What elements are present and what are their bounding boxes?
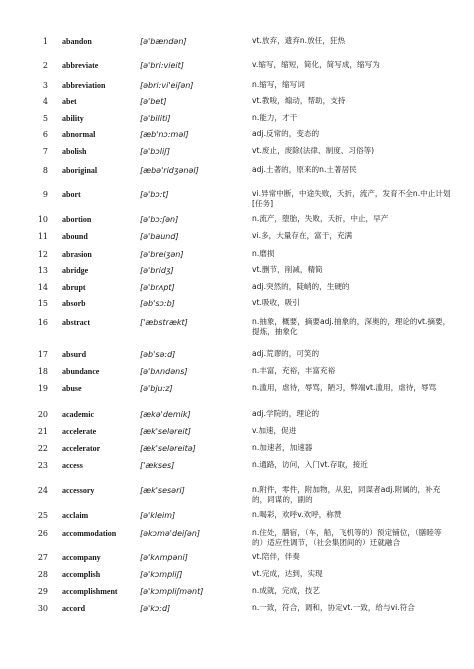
entry-word: abort [62, 190, 81, 199]
entry-definition: n.一致，符合，调和，协定vt.一致，给与vi.符合 [252, 603, 415, 612]
entry-definition: vt.删节，削减，精简 [252, 265, 323, 274]
entry-definition: vt.废止，废除(法律、制度、习俗等) [252, 146, 375, 155]
entry-phonetic: [æk'seləreit] [140, 427, 191, 436]
entry-number: 18 [37, 367, 48, 376]
entry-phonetic: [ə'bju:z] [140, 384, 173, 393]
entry-word: academic [62, 410, 94, 419]
entry-word: absurd [62, 350, 87, 359]
entry-word: ability [62, 114, 84, 123]
entry-word: abrasion [62, 250, 92, 259]
entry-word: abbreviate [62, 61, 99, 70]
entry-word: acclaim [62, 511, 89, 520]
entry-number: 25 [37, 511, 48, 520]
entry-definition: n.住处，膳宿，（车，船，飞机等的）预定铺位，（膳睦等的）适应性调节，（社会集团间的）迁就融合 [252, 528, 442, 547]
entry-definition: n.附件，零件，附加物，从犯，同谋者adj.附属的，补充的，同谋的，副的 [252, 485, 441, 504]
entry-word: abrupt [62, 283, 86, 292]
entry-definition: n.滥用，虐待，辱骂，陋习，弊端vt.滥用，虐待，辱骂 [252, 383, 437, 392]
entry-definition: n.加速者，加速器 [252, 443, 313, 452]
entry-phonetic: [ə'biliti] [140, 114, 171, 123]
entry-definition: adj.土著的，原来的n.土著居民 [252, 165, 357, 174]
entry-phonetic: [ə'baund] [140, 232, 179, 241]
entry-word: abolish [62, 147, 87, 156]
entry-phonetic: ['æbstrækt] [140, 318, 188, 327]
entry-word: accessory [62, 486, 95, 495]
entry-phonetic: [ə'bridʒ] [140, 266, 174, 275]
entry-phonetic: [əkɔmə'deiʃən] [140, 529, 201, 538]
entry-number: 6 [42, 130, 48, 139]
entry-word: abortion [62, 215, 92, 224]
entry-number: 17 [37, 350, 48, 359]
entry-definition: n.抽象，概要，摘要adj.抽象的，深奥的，理论的vt.摘要，提炼，抽象化 [252, 317, 451, 336]
entry-word: abnormal [62, 130, 96, 139]
entry-definition: n.磨损 [252, 249, 275, 258]
entry-definition: n.缩写，缩写词 [252, 80, 305, 89]
entry-definition: n.丰富，充裕，丰富充裕 [252, 366, 336, 375]
entry-definition: vt.吸收，吸引 [252, 298, 300, 307]
entry-word: abuse [62, 384, 82, 393]
entry-number: 22 [37, 444, 48, 453]
entry-word: abstract [62, 318, 90, 327]
entry-definition: v.缩写，缩短，简化，简写成，缩写为 [252, 60, 380, 69]
entry-number: 24 [37, 486, 48, 495]
entry-phonetic: [ə'kɔ:d] [140, 604, 171, 613]
entry-phonetic: [ə'bɔ:ʃən] [140, 215, 179, 224]
entry-phonetic: [ə'kʌmpəni] [140, 553, 188, 562]
entry-word: abound [62, 232, 88, 241]
entry-phonetic: [ə'breiʒən] [140, 250, 184, 259]
entry-definition: vt.完成，达到，实现 [252, 569, 323, 578]
entry-number: 14 [37, 283, 48, 292]
entry-phonetic: [æk'seləreitə] [140, 444, 196, 453]
entry-phonetic: [æb'nɔ:məl] [140, 130, 189, 139]
entry-number: 5 [42, 114, 48, 123]
entry-number: 29 [37, 587, 48, 596]
entry-phonetic: [ə'bʌndəns] [140, 367, 188, 376]
entry-phonetic: [ə'bɔliʃ] [140, 147, 170, 156]
entry-number: 30 [37, 604, 48, 613]
entry-phonetic: [ə'bri:vieit] [140, 61, 184, 70]
entry-definition: adj.荒谬的，可笑的 [252, 349, 320, 358]
entry-number: 8 [42, 166, 48, 175]
entry-number: 20 [37, 410, 48, 419]
entry-phonetic: [əb'sə:d] [140, 350, 176, 359]
entry-definition: vt.放弃，遗弃n.放任，狂热 [252, 36, 346, 45]
entry-word: accompany [62, 553, 101, 562]
entry-phonetic: [ə'bet] [140, 97, 167, 106]
entry-word: abridge [62, 266, 89, 275]
entry-word: accommodation [62, 529, 117, 538]
entry-definition: vi.异常中断，中途失败，夭折，流产，发育不全n.中止计划[任务] [252, 189, 451, 208]
entry-word: abet [62, 97, 77, 106]
entry-number: 2 [42, 61, 48, 70]
entry-definition: n.喝彩，欢呼v.欢呼，称赞 [252, 510, 342, 519]
entry-number: 11 [37, 232, 48, 241]
entry-number: 13 [37, 266, 48, 275]
entry-phonetic: [æk'sesəri] [140, 486, 185, 495]
entry-phonetic: [əb'sɔ:b] [140, 299, 175, 308]
entry-number: 23 [37, 461, 48, 470]
entry-definition: adj.学院的，理论的 [252, 409, 320, 418]
entry-definition: n.成就，完成，技艺 [252, 586, 320, 595]
entry-number: 1 [42, 37, 48, 46]
entry-number: 10 [37, 215, 48, 224]
entry-definition: adj.突然的，陡峭的，生硬的 [252, 282, 350, 291]
entry-word: accomplish [62, 570, 101, 579]
entry-phonetic: [ə'bændən] [140, 37, 187, 46]
entry-definition: vt.教唆，煽动，帮助，支持 [252, 96, 346, 105]
entry-definition: adj.反常的，变态的 [252, 129, 320, 138]
entry-definition: n.流产，堕胎，失败，夭折，中止，早产 [252, 214, 389, 223]
entry-number: 16 [37, 318, 48, 327]
entry-phonetic: [ə'kɔmpliʃ] [140, 570, 183, 579]
entry-word: abundance [62, 367, 100, 376]
entry-definition: n.通路，访问，入门vt.存取，接近 [252, 460, 368, 469]
entry-word: accomplishment [62, 587, 118, 596]
entry-number: 21 [37, 427, 48, 436]
entry-number: 7 [42, 147, 48, 156]
entry-word: abbreviation [62, 81, 106, 90]
entry-definition: v.加速，促进 [252, 426, 297, 435]
entry-definition: vt.陪伴，伴奏 [252, 552, 300, 561]
entry-word: abandon [62, 37, 92, 46]
entry-number: 4 [42, 97, 48, 106]
entry-phonetic: [ə'kleim] [140, 511, 176, 520]
entry-number: 9 [42, 190, 48, 199]
entry-definition: vi.多，大量存在，富于，充满 [252, 231, 353, 240]
entry-phonetic: [ə'brʌpt] [140, 283, 175, 292]
entry-number: 15 [37, 299, 48, 308]
entry-number: 12 [37, 250, 48, 259]
entry-phonetic: [əbri:vi'eiʃən] [140, 81, 194, 90]
entry-definition: n.能力，才干 [252, 113, 298, 122]
entry-number: 3 [42, 81, 48, 90]
entry-word: accelerate [62, 427, 97, 436]
entry-phonetic: [æbə'ridʒənəl] [140, 166, 199, 175]
entry-number: 28 [37, 570, 48, 579]
entry-number: 26 [37, 529, 48, 538]
entry-phonetic: [ə'kɔmpliʃmənt] [140, 587, 204, 596]
entry-phonetic: [ə'bɔ:t] [140, 190, 169, 199]
entry-word: accord [62, 604, 86, 613]
entry-word: absorb [62, 299, 86, 308]
entry-word: accelerator [62, 444, 101, 453]
entry-number: 27 [37, 553, 48, 562]
entry-number: 19 [37, 384, 48, 393]
entry-phonetic: [ækə'demik] [140, 410, 191, 419]
entry-word: aboriginal [62, 166, 98, 175]
entry-phonetic: ['ækses] [140, 461, 175, 470]
entry-word: access [62, 461, 83, 470]
